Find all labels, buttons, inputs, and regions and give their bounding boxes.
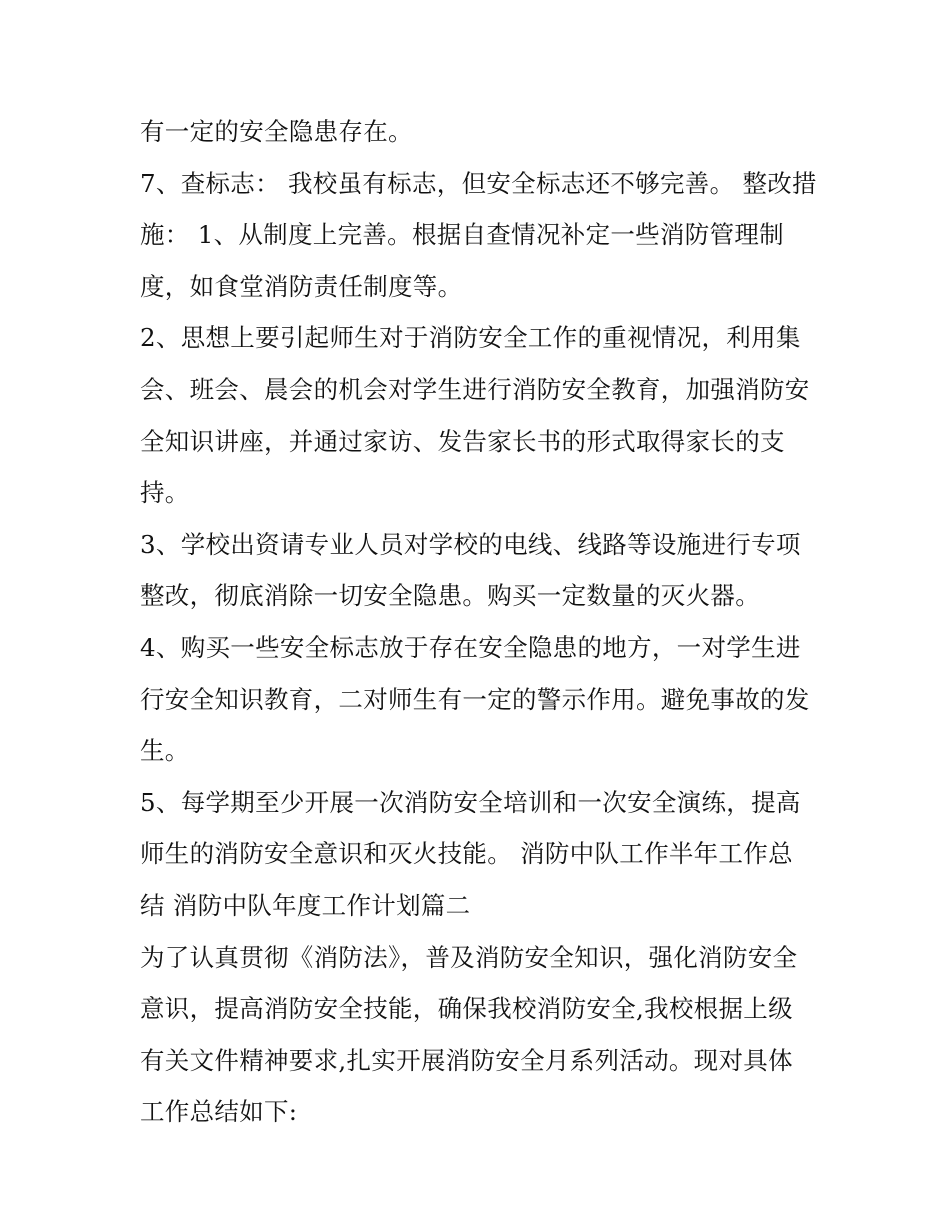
text-line: 有关文件精神要求,扎实开展消防安全月系列活动。现对具体: [140, 1045, 793, 1075]
text-line: 生。: [140, 736, 190, 766]
document-body: [140, 106, 820, 1138]
text-line: 施： 1、从制度上完善。根据自查情况补定一些消防管理制: [140, 220, 784, 250]
text-line: 结 消防中队年度工作计划篇二: [140, 890, 471, 920]
text-line: 有一定的安全隐患存在。: [140, 117, 413, 146]
text-line: 4、购买一些安全标志放于存在安全隐患的地方，一对学生进: [140, 632, 801, 662]
text-line: 7、查标志： 我校虽有标志，但安全标志还不够完善。 整改措: [140, 168, 817, 198]
text-line: 意识，提高消防安全技能，确保我校消防安全,我校根据上级: [140, 994, 793, 1024]
text-line: 为了认真贯彻《消防法》，普及消防安全知识，强化消防安全: [140, 942, 798, 972]
text-line: 度，如食堂消防责任制度等。: [140, 271, 463, 301]
text-line: 3、学校出资请专业人员对学校的电线、线路等设施进行专项: [140, 529, 801, 559]
text-line: 行安全知识教育，二对师生有一定的警示作用。避免事故的发: [140, 684, 810, 714]
text-line: 2、思想上要引起师生对于消防安全工作的重视情况，利用集: [140, 323, 801, 353]
text-line: 全知识讲座，并通过家访、发告家长书的形式取得家长的支: [140, 426, 785, 456]
text-line: 会、班会、晨会的机会对学生进行消防安全教育，加强消防安: [140, 374, 810, 404]
text-line: 5、每学期至少开展一次消防安全培训和一次安全演练，提高: [140, 787, 801, 817]
text-line: 持。: [140, 478, 190, 508]
text-line: 工作总结如下:: [140, 1097, 298, 1127]
text-line: 整改，彻底消除一切安全隐患。购买一定数量的灭火器。: [140, 581, 760, 611]
text-line: 师生的消防安全意识和灭火技能。 消防中队工作半年工作总: [140, 839, 793, 869]
